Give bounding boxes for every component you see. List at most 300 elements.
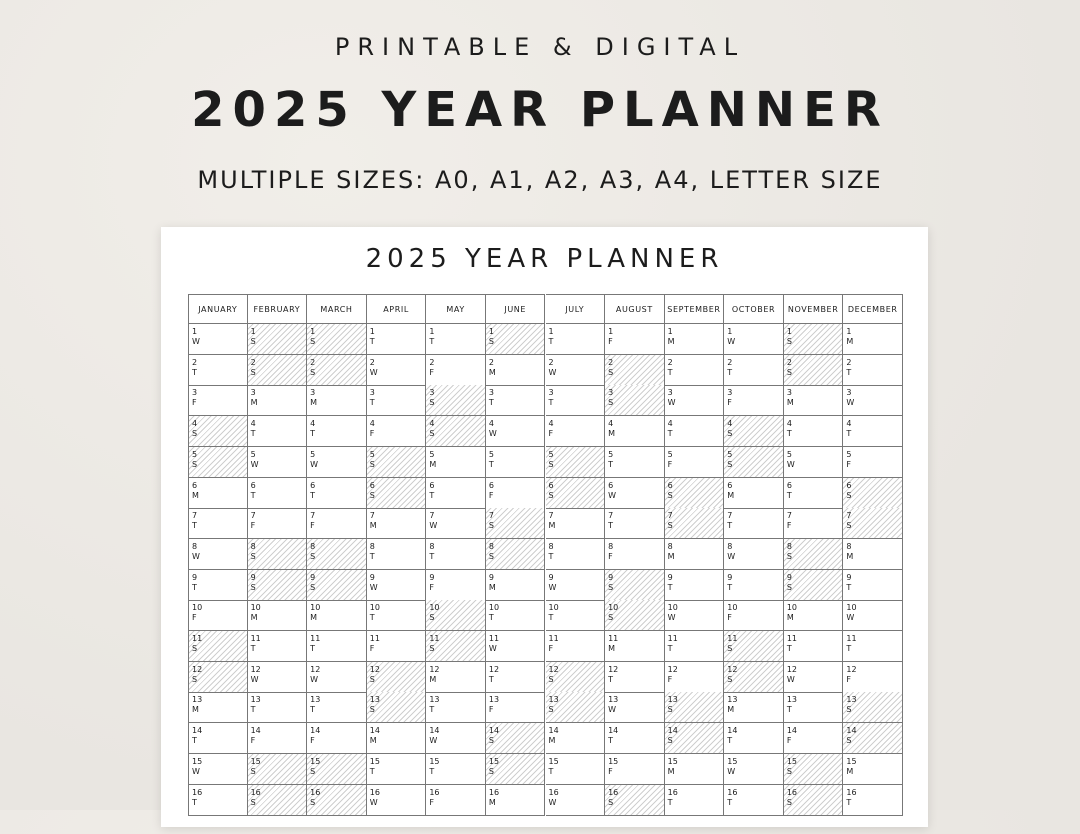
weekday-letter: M bbox=[429, 459, 437, 469]
day-cell[interactable] bbox=[784, 508, 844, 539]
weekday-letter: M bbox=[369, 736, 377, 746]
weekday-letter: T bbox=[786, 429, 792, 439]
day-cell[interactable] bbox=[605, 631, 665, 662]
day-cell[interactable] bbox=[605, 785, 665, 816]
day-cell[interactable] bbox=[546, 692, 606, 723]
weekday-letter: F bbox=[608, 766, 613, 776]
day-cell[interactable] bbox=[784, 355, 844, 386]
day-cell[interactable] bbox=[426, 631, 486, 662]
weekday-letter: M bbox=[608, 644, 615, 653]
day-number: 12 bbox=[250, 664, 261, 674]
day-cell[interactable] bbox=[188, 631, 248, 662]
weekday-letter: S bbox=[429, 398, 435, 408]
day-cell[interactable] bbox=[784, 723, 844, 754]
day-cell[interactable] bbox=[248, 447, 308, 478]
day-cell[interactable] bbox=[248, 416, 308, 447]
day-cell[interactable] bbox=[546, 355, 606, 386]
day-cell[interactable] bbox=[426, 416, 486, 447]
day-cell[interactable] bbox=[724, 324, 784, 355]
weekday-letter: T bbox=[846, 644, 852, 653]
weekday-letter: T bbox=[608, 521, 613, 531]
day-cell[interactable] bbox=[665, 754, 725, 785]
day-cell[interactable] bbox=[665, 324, 725, 355]
day-cell[interactable] bbox=[307, 600, 367, 631]
weekday-letter: M bbox=[369, 521, 377, 531]
day-cell[interactable] bbox=[784, 570, 844, 601]
day-cell[interactable] bbox=[426, 600, 486, 631]
day-cell[interactable] bbox=[784, 631, 844, 662]
day-cell[interactable] bbox=[188, 385, 248, 416]
day-number: 2 bbox=[192, 357, 198, 367]
day-number: 12 bbox=[310, 664, 321, 674]
day-cell[interactable] bbox=[426, 692, 486, 723]
day-cell[interactable] bbox=[605, 385, 665, 416]
day-cell[interactable] bbox=[605, 600, 665, 631]
day-cell[interactable] bbox=[426, 754, 486, 785]
weekday-letter: F bbox=[548, 429, 554, 439]
weekday-letter: W bbox=[786, 674, 795, 684]
day-number: 15 bbox=[846, 756, 857, 766]
weekday-letter: S bbox=[310, 367, 316, 377]
day-cell[interactable] bbox=[248, 570, 308, 601]
weekday-letter: T bbox=[429, 551, 435, 561]
day-cell[interactable] bbox=[248, 631, 308, 662]
day-cell[interactable] bbox=[665, 662, 725, 693]
day-cell[interactable] bbox=[665, 692, 725, 723]
day-number: 8 bbox=[548, 541, 554, 551]
day-cell[interactable] bbox=[486, 570, 546, 601]
day-cell[interactable] bbox=[605, 355, 665, 386]
day-cell[interactable] bbox=[843, 600, 903, 631]
day-cell[interactable] bbox=[605, 692, 665, 723]
weekday-letter: F bbox=[310, 736, 315, 746]
day-cell[interactable] bbox=[546, 723, 606, 754]
day-cell[interactable] bbox=[605, 447, 665, 478]
day-cell[interactable] bbox=[843, 478, 903, 509]
day-number: 12 bbox=[369, 664, 380, 674]
day-cell[interactable] bbox=[188, 478, 248, 509]
weekday-letter: T bbox=[192, 367, 197, 377]
day-cell[interactable] bbox=[248, 478, 308, 509]
day-cell[interactable] bbox=[367, 324, 427, 355]
day-cell[interactable] bbox=[843, 355, 903, 386]
day-cell[interactable] bbox=[486, 600, 546, 631]
day-cell[interactable] bbox=[724, 754, 784, 785]
day-cell[interactable] bbox=[248, 723, 308, 754]
day-cell[interactable] bbox=[426, 478, 486, 509]
day-number: 15 bbox=[192, 756, 203, 766]
weekday-letter: M bbox=[488, 582, 496, 592]
day-number: 13 bbox=[192, 695, 203, 705]
day-cell[interactable] bbox=[307, 324, 367, 355]
day-cell[interactable] bbox=[843, 723, 903, 754]
day-cell[interactable] bbox=[605, 416, 665, 447]
weekday-letter: W bbox=[846, 398, 855, 408]
day-cell[interactable] bbox=[546, 416, 606, 447]
day-cell[interactable] bbox=[248, 600, 308, 631]
day-number: 15 bbox=[310, 756, 321, 766]
day-cell[interactable] bbox=[546, 324, 606, 355]
day-cell[interactable] bbox=[546, 447, 606, 478]
day-cell[interactable] bbox=[665, 478, 725, 509]
day-cell[interactable] bbox=[248, 692, 308, 723]
day-cell[interactable] bbox=[188, 355, 248, 386]
day-cell[interactable] bbox=[665, 447, 725, 478]
day-cell[interactable] bbox=[188, 600, 248, 631]
day-number: 3 bbox=[488, 388, 494, 398]
day-number: 15 bbox=[727, 756, 738, 766]
day-cell[interactable] bbox=[724, 570, 784, 601]
day-cell[interactable] bbox=[605, 662, 665, 693]
day-cell[interactable] bbox=[248, 508, 308, 539]
day-cell[interactable] bbox=[486, 539, 546, 570]
weekday-letter: S bbox=[548, 490, 554, 500]
weekday-letter: W bbox=[608, 490, 616, 500]
day-number: 6 bbox=[846, 480, 852, 490]
day-cell[interactable] bbox=[784, 478, 844, 509]
day-cell[interactable] bbox=[724, 662, 784, 693]
day-cell[interactable] bbox=[546, 385, 606, 416]
day-cell[interactable] bbox=[784, 600, 844, 631]
weekday-letter: T bbox=[667, 367, 673, 377]
day-cell[interactable] bbox=[843, 385, 903, 416]
day-cell[interactable] bbox=[843, 416, 903, 447]
day-cell[interactable] bbox=[486, 723, 546, 754]
day-cell[interactable] bbox=[307, 723, 367, 754]
day-number: 13 bbox=[310, 695, 321, 705]
day-cell[interactable] bbox=[784, 447, 844, 478]
weekday-letter: F bbox=[488, 705, 494, 715]
day-cell[interactable] bbox=[605, 723, 665, 754]
day-cell[interactable] bbox=[546, 539, 606, 570]
day-cell[interactable] bbox=[486, 754, 546, 785]
day-cell[interactable] bbox=[724, 508, 784, 539]
day-cell[interactable] bbox=[367, 692, 427, 723]
day-cell[interactable] bbox=[843, 447, 903, 478]
weekday-letter: F bbox=[667, 459, 673, 469]
weekday-letter: W bbox=[488, 644, 497, 653]
day-cell[interactable] bbox=[426, 539, 486, 570]
day-cell[interactable] bbox=[248, 355, 308, 386]
weekday-letter: T bbox=[488, 613, 494, 623]
weekday-letter: M bbox=[786, 398, 794, 408]
day-number: 13 bbox=[548, 695, 559, 705]
month-header: AUGUST bbox=[605, 294, 665, 324]
day-cell[interactable] bbox=[486, 662, 546, 693]
day-cell[interactable] bbox=[367, 723, 427, 754]
day-cell[interactable] bbox=[367, 631, 427, 662]
day-cell[interactable] bbox=[307, 355, 367, 386]
day-cell[interactable] bbox=[546, 631, 606, 662]
day-cell[interactable] bbox=[248, 539, 308, 570]
day-cell[interactable] bbox=[486, 324, 546, 355]
weekday-letter: F bbox=[310, 521, 315, 531]
weekday-letter: F bbox=[608, 551, 613, 561]
day-cell[interactable] bbox=[724, 785, 784, 816]
day-number: 2 bbox=[727, 357, 733, 367]
weekday-letter: W bbox=[250, 459, 259, 469]
day-cell[interactable] bbox=[426, 570, 486, 601]
day-cell[interactable] bbox=[188, 723, 248, 754]
weekday-letter: F bbox=[192, 613, 197, 623]
day-cell[interactable] bbox=[546, 785, 606, 816]
day-cell[interactable] bbox=[724, 416, 784, 447]
day-cell[interactable] bbox=[546, 754, 606, 785]
day-cell[interactable] bbox=[188, 570, 248, 601]
day-cell[interactable] bbox=[486, 416, 546, 447]
day-cell[interactable] bbox=[307, 692, 367, 723]
day-cell[interactable] bbox=[426, 662, 486, 693]
day-cell[interactable] bbox=[367, 570, 427, 601]
day-number: 1 bbox=[667, 327, 673, 336]
day-cell[interactable] bbox=[843, 692, 903, 723]
day-cell[interactable] bbox=[426, 723, 486, 754]
day-cell[interactable] bbox=[486, 355, 546, 386]
day-cell[interactable] bbox=[307, 416, 367, 447]
day-cell[interactable] bbox=[605, 508, 665, 539]
day-number: 10 bbox=[369, 603, 380, 613]
day-cell[interactable] bbox=[784, 385, 844, 416]
day-cell[interactable] bbox=[188, 539, 248, 570]
weekday-letter: S bbox=[727, 644, 733, 653]
day-cell[interactable] bbox=[605, 324, 665, 355]
day-cell[interactable] bbox=[605, 539, 665, 570]
day-cell[interactable] bbox=[426, 508, 486, 539]
day-cell[interactable] bbox=[784, 785, 844, 816]
day-cell[interactable] bbox=[307, 570, 367, 601]
day-cell[interactable] bbox=[307, 662, 367, 693]
day-cell[interactable] bbox=[546, 478, 606, 509]
day-number: 4 bbox=[667, 419, 673, 429]
day-cell[interactable] bbox=[188, 692, 248, 723]
day-number: 5 bbox=[667, 449, 673, 459]
weekday-letter: S bbox=[250, 766, 256, 776]
day-cell[interactable] bbox=[367, 539, 427, 570]
day-cell[interactable] bbox=[248, 754, 308, 785]
day-cell[interactable] bbox=[665, 416, 725, 447]
day-cell[interactable] bbox=[307, 631, 367, 662]
day-number: 3 bbox=[846, 388, 852, 398]
day-cell[interactable] bbox=[784, 662, 844, 693]
weekday-letter: W bbox=[429, 521, 438, 531]
weekday-letter: S bbox=[369, 705, 375, 715]
day-cell[interactable] bbox=[605, 478, 665, 509]
day-cell[interactable] bbox=[724, 692, 784, 723]
day-cell[interactable] bbox=[367, 355, 427, 386]
day-cell[interactable] bbox=[426, 447, 486, 478]
day-cell[interactable] bbox=[665, 355, 725, 386]
day-number: 10 bbox=[727, 603, 738, 613]
day-cell[interactable] bbox=[486, 385, 546, 416]
day-cell[interactable] bbox=[665, 723, 725, 754]
day-cell[interactable] bbox=[843, 324, 903, 355]
day-number: 2 bbox=[846, 357, 852, 367]
day-number: 11 bbox=[488, 634, 500, 643]
day-number: 4 bbox=[192, 419, 198, 429]
day-number: 7 bbox=[369, 511, 375, 521]
day-number: 6 bbox=[548, 480, 554, 490]
weekday-letter: T bbox=[548, 398, 554, 408]
weekday-letter: M bbox=[192, 705, 199, 715]
day-cell[interactable] bbox=[605, 570, 665, 601]
weekday-letter: S bbox=[667, 705, 673, 715]
day-cell[interactable] bbox=[367, 662, 427, 693]
day-number: 6 bbox=[488, 480, 494, 490]
day-cell[interactable] bbox=[665, 631, 725, 662]
day-number: 3 bbox=[192, 388, 198, 398]
day-cell[interactable] bbox=[724, 447, 784, 478]
weekday-letter: T bbox=[488, 674, 494, 684]
subtitle: PRINTABLE & DIGITAL bbox=[334, 33, 746, 61]
day-cell[interactable] bbox=[665, 508, 725, 539]
day-cell[interactable] bbox=[367, 785, 427, 816]
day-cell[interactable] bbox=[843, 785, 903, 816]
day-cell[interactable] bbox=[843, 754, 903, 785]
day-cell[interactable] bbox=[426, 785, 486, 816]
day-cell[interactable] bbox=[188, 754, 248, 785]
day-cell[interactable] bbox=[188, 785, 248, 816]
weekday-letter: M bbox=[548, 736, 556, 746]
day-cell[interactable] bbox=[307, 785, 367, 816]
day-number: 5 bbox=[310, 449, 316, 459]
day-cell[interactable] bbox=[665, 600, 725, 631]
day-cell[interactable] bbox=[546, 600, 606, 631]
weekday-letter: W bbox=[192, 551, 200, 561]
day-cell[interactable] bbox=[248, 324, 308, 355]
day-cell[interactable] bbox=[307, 539, 367, 570]
day-number: 1 bbox=[250, 327, 256, 336]
day-cell[interactable] bbox=[724, 600, 784, 631]
day-cell[interactable] bbox=[307, 478, 367, 509]
weekday-letter: T bbox=[429, 490, 435, 500]
day-cell[interactable] bbox=[784, 539, 844, 570]
day-number: 14 bbox=[488, 726, 500, 736]
weekday-letter: S bbox=[786, 551, 792, 561]
weekday-letter: W bbox=[488, 429, 497, 439]
day-cell[interactable] bbox=[188, 416, 248, 447]
day-cell[interactable] bbox=[843, 662, 903, 693]
day-cell[interactable] bbox=[724, 631, 784, 662]
day-cell[interactable] bbox=[307, 447, 367, 478]
weekday-letter: T bbox=[667, 797, 673, 807]
day-cell[interactable] bbox=[307, 508, 367, 539]
day-cell[interactable] bbox=[724, 355, 784, 386]
day-cell[interactable] bbox=[367, 478, 427, 509]
day-cell[interactable] bbox=[486, 508, 546, 539]
day-cell[interactable] bbox=[546, 570, 606, 601]
weekday-letter: S bbox=[846, 521, 852, 531]
day-number: 1 bbox=[608, 327, 614, 336]
day-number: 5 bbox=[250, 449, 256, 459]
day-cell[interactable] bbox=[486, 447, 546, 478]
day-cell[interactable] bbox=[367, 754, 427, 785]
day-cell[interactable] bbox=[307, 754, 367, 785]
day-cell[interactable] bbox=[307, 385, 367, 416]
day-cell[interactable] bbox=[367, 600, 427, 631]
weekday-letter: S bbox=[786, 582, 792, 592]
weekday-letter: W bbox=[548, 582, 557, 592]
day-cell[interactable] bbox=[784, 324, 844, 355]
day-number: 14 bbox=[429, 726, 440, 736]
day-cell[interactable] bbox=[843, 539, 903, 570]
day-cell[interactable] bbox=[724, 478, 784, 509]
weekday-letter: W bbox=[192, 337, 200, 346]
day-cell[interactable] bbox=[665, 385, 725, 416]
weekday-letter: T bbox=[192, 582, 197, 592]
day-cell[interactable] bbox=[426, 385, 486, 416]
weekday-letter: S bbox=[488, 736, 494, 746]
day-number: 14 bbox=[310, 726, 321, 736]
day-cell[interactable] bbox=[724, 539, 784, 570]
day-cell[interactable] bbox=[426, 324, 486, 355]
month-header: MAY bbox=[426, 294, 486, 324]
day-cell[interactable] bbox=[426, 355, 486, 386]
weekday-letter: T bbox=[429, 766, 435, 776]
weekday-letter: W bbox=[727, 766, 736, 776]
day-number: 7 bbox=[667, 511, 673, 521]
day-cell[interactable] bbox=[605, 754, 665, 785]
day-cell[interactable] bbox=[367, 508, 427, 539]
day-cell[interactable] bbox=[546, 662, 606, 693]
day-cell[interactable] bbox=[486, 631, 546, 662]
day-cell[interactable] bbox=[486, 478, 546, 509]
day-number: 1 bbox=[488, 327, 494, 336]
day-cell[interactable] bbox=[784, 416, 844, 447]
day-cell[interactable] bbox=[546, 508, 606, 539]
day-number: 12 bbox=[608, 664, 619, 674]
day-cell[interactable] bbox=[843, 570, 903, 601]
day-cell[interactable] bbox=[784, 754, 844, 785]
month-header: DECEMBER bbox=[843, 294, 903, 324]
day-cell[interactable] bbox=[188, 324, 248, 355]
day-cell[interactable] bbox=[188, 447, 248, 478]
day-cell[interactable] bbox=[784, 692, 844, 723]
day-cell[interactable] bbox=[665, 539, 725, 570]
day-cell[interactable] bbox=[665, 785, 725, 816]
weekday-letter: T bbox=[667, 429, 673, 439]
month-header: JULY bbox=[546, 294, 606, 324]
day-cell[interactable] bbox=[367, 447, 427, 478]
day-number: 4 bbox=[310, 419, 316, 429]
day-cell[interactable] bbox=[248, 662, 308, 693]
day-cell[interactable] bbox=[486, 692, 546, 723]
day-cell[interactable] bbox=[665, 570, 725, 601]
weekday-letter: T bbox=[310, 644, 316, 653]
weekday-letter: F bbox=[667, 674, 673, 684]
day-cell[interactable] bbox=[188, 508, 248, 539]
day-cell[interactable] bbox=[248, 785, 308, 816]
day-number: 12 bbox=[488, 664, 500, 674]
weekday-letter: W bbox=[548, 797, 557, 807]
day-cell[interactable] bbox=[724, 723, 784, 754]
day-cell[interactable] bbox=[724, 385, 784, 416]
day-number: 15 bbox=[667, 756, 678, 766]
day-cell[interactable] bbox=[843, 631, 903, 662]
day-cell[interactable] bbox=[367, 385, 427, 416]
day-cell[interactable] bbox=[248, 385, 308, 416]
day-cell[interactable] bbox=[843, 508, 903, 539]
weekday-letter: T bbox=[250, 705, 256, 715]
weekday-letter: M bbox=[250, 613, 258, 623]
day-number: 15 bbox=[548, 756, 559, 766]
day-cell[interactable] bbox=[367, 416, 427, 447]
day-cell[interactable] bbox=[486, 785, 546, 816]
weekday-letter: F bbox=[192, 398, 197, 408]
weekday-letter: F bbox=[250, 736, 256, 746]
day-cell[interactable] bbox=[188, 662, 248, 693]
day-number: 10 bbox=[786, 603, 798, 613]
month-header: APRIL bbox=[367, 294, 427, 324]
